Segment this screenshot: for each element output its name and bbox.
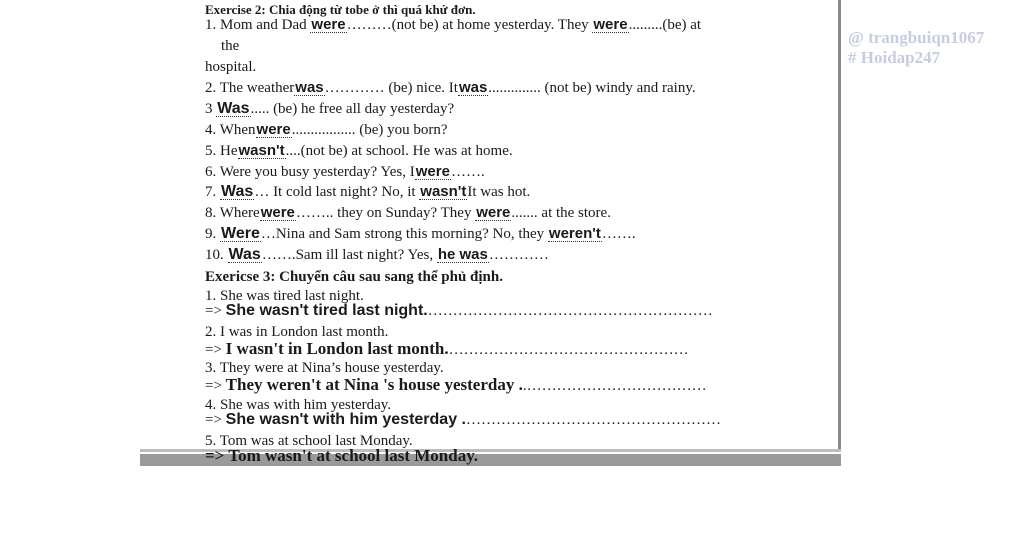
ex3-answer-row-2 bbox=[205, 340, 689, 359]
q9-text-mid: …Nina and Sam strong this morning? No, they bbox=[260, 226, 548, 242]
q7-text-post: It was hot. bbox=[467, 184, 531, 200]
arrow-4: => bbox=[205, 412, 226, 428]
q10-text-mid: …….Sam ill last night? Yes, bbox=[261, 247, 437, 263]
q1-continuation-2: hospital. bbox=[205, 59, 257, 75]
q6-text-post: ……. bbox=[450, 164, 485, 180]
ex3-question-4: 4. She was with him yesterday. bbox=[205, 397, 392, 413]
q5-text-post: ....(not be) at school. He was at home. bbox=[285, 143, 513, 159]
q3-text: 3 bbox=[205, 101, 217, 117]
ex3-answer-row-3 bbox=[205, 376, 707, 395]
q5-answer-1: wasn't bbox=[238, 142, 285, 159]
arrow-3: => bbox=[205, 378, 226, 394]
exercise3-heading: Exericse 3: Chuyển câu sau sang thể phủ định. bbox=[205, 269, 503, 285]
ex2-q9 bbox=[205, 225, 636, 243]
ex3-answer-row-4 bbox=[205, 411, 721, 429]
ex2-q7 bbox=[205, 183, 530, 201]
ex3-question-3: 3. They were at Nina’s house yesterday. bbox=[205, 360, 444, 376]
ex2-q3 bbox=[205, 100, 454, 118]
q4-text: 4. When bbox=[205, 122, 256, 138]
arrow-1: => bbox=[205, 303, 226, 319]
q1-text-post: .........(be) at bbox=[628, 17, 702, 33]
q8-text-mid: …….. they on Sunday? They bbox=[295, 205, 476, 221]
q8-answer-2: were bbox=[476, 204, 511, 221]
q8-text-post: ....... at the store. bbox=[511, 205, 611, 221]
ex2-q10 bbox=[205, 246, 549, 264]
q1-text: 1. Mom and Dad bbox=[205, 17, 311, 33]
q9-answer-2: weren't bbox=[548, 225, 601, 242]
ex3-trail-3: .……………………………… bbox=[522, 378, 707, 394]
q1-continuation-1: the bbox=[221, 38, 240, 54]
q3-text-post: ..... (be) he free all day yesterday? bbox=[250, 101, 455, 117]
q7-text-mid: … It cold last night? No, it bbox=[254, 184, 420, 200]
q5-text: 5. He bbox=[205, 143, 238, 159]
q10-answer-1: Was bbox=[228, 246, 261, 263]
q7-answer-1: Was bbox=[221, 183, 254, 200]
q8-answer-1: were bbox=[260, 204, 295, 221]
arrow-5: => bbox=[205, 446, 229, 465]
q4-answer-1: were bbox=[256, 121, 291, 138]
q8-text: 8. Where bbox=[205, 205, 260, 221]
ex3-answer-3: They weren't at Nina 's house yesterday . bbox=[225, 375, 523, 394]
arrow-2: => bbox=[205, 342, 226, 358]
ex3-trail-4: …………………………………………… bbox=[466, 412, 721, 428]
q7-answer-2: wasn't bbox=[420, 183, 467, 200]
q6-answer-1: were bbox=[415, 163, 450, 180]
ex3-answer-4: She wasn't with him yesterday . bbox=[225, 411, 466, 428]
ex2-q8 bbox=[205, 204, 611, 222]
ex3-answer-1: She wasn't tired last night. bbox=[225, 302, 428, 319]
q3-answer-1: Was bbox=[217, 100, 250, 117]
ex3-question-1: 1. She was tired last night. bbox=[205, 288, 364, 304]
q10-answer-2: he was bbox=[437, 246, 488, 263]
q7-text: 7. bbox=[205, 184, 220, 200]
q9-text-post: ……. bbox=[601, 226, 636, 242]
page-right-border bbox=[838, 0, 841, 466]
ex3-trail-1: ………………………………………………… bbox=[427, 303, 713, 319]
watermark-username: @ trangbuiqn1067 bbox=[848, 28, 985, 47]
q4-text-post: ................. (be) you born? bbox=[291, 122, 448, 138]
ex3-trail-2: ………………………………………… bbox=[448, 342, 689, 358]
ex2-q5 bbox=[205, 142, 513, 160]
q2-text-mid: ………… (be) nice. It bbox=[324, 80, 458, 96]
q1-text-mid: ………(not be) at home yesterday. They bbox=[346, 17, 593, 33]
ex3-answer-5: Tom wasn't at school last Monday. bbox=[228, 446, 479, 465]
q10-text: 10. bbox=[205, 247, 228, 263]
q2-text-post: .............. (not be) windy and rainy. bbox=[488, 80, 696, 96]
ex3-question-5: 5. Tom was at school last Monday. bbox=[205, 433, 413, 449]
q6-text: 6. Were you busy yesterday? Yes, I bbox=[205, 164, 415, 180]
q1-answer-1: were bbox=[311, 16, 346, 33]
ex3-answer-row-1 bbox=[205, 302, 713, 320]
q2-text: 2. The weather bbox=[205, 80, 295, 96]
q1-answer-2: were bbox=[593, 16, 628, 33]
ex3-question-2: 2. I was in London last month. bbox=[205, 324, 389, 340]
q10-text-post: ………… bbox=[488, 247, 549, 263]
q2-answer-2: was bbox=[458, 79, 488, 96]
q9-answer-1: Were bbox=[221, 225, 260, 242]
q9-text: 9. bbox=[205, 226, 220, 242]
ex2-q4 bbox=[205, 121, 448, 139]
ex2-q6 bbox=[205, 163, 485, 181]
ex3-answer-row-5 bbox=[205, 447, 478, 466]
exercise2-heading: Exercise 2: Chia động từ tobe ở thì quá khứ đơn. bbox=[205, 2, 476, 17]
q2-answer-1: was bbox=[295, 79, 324, 96]
ex2-q1 bbox=[205, 16, 701, 34]
ex3-answer-2: I wasn't in London last month. bbox=[225, 339, 449, 358]
ex2-q2 bbox=[205, 79, 696, 97]
watermark-hashtag: # Hoidap247 bbox=[848, 48, 941, 67]
